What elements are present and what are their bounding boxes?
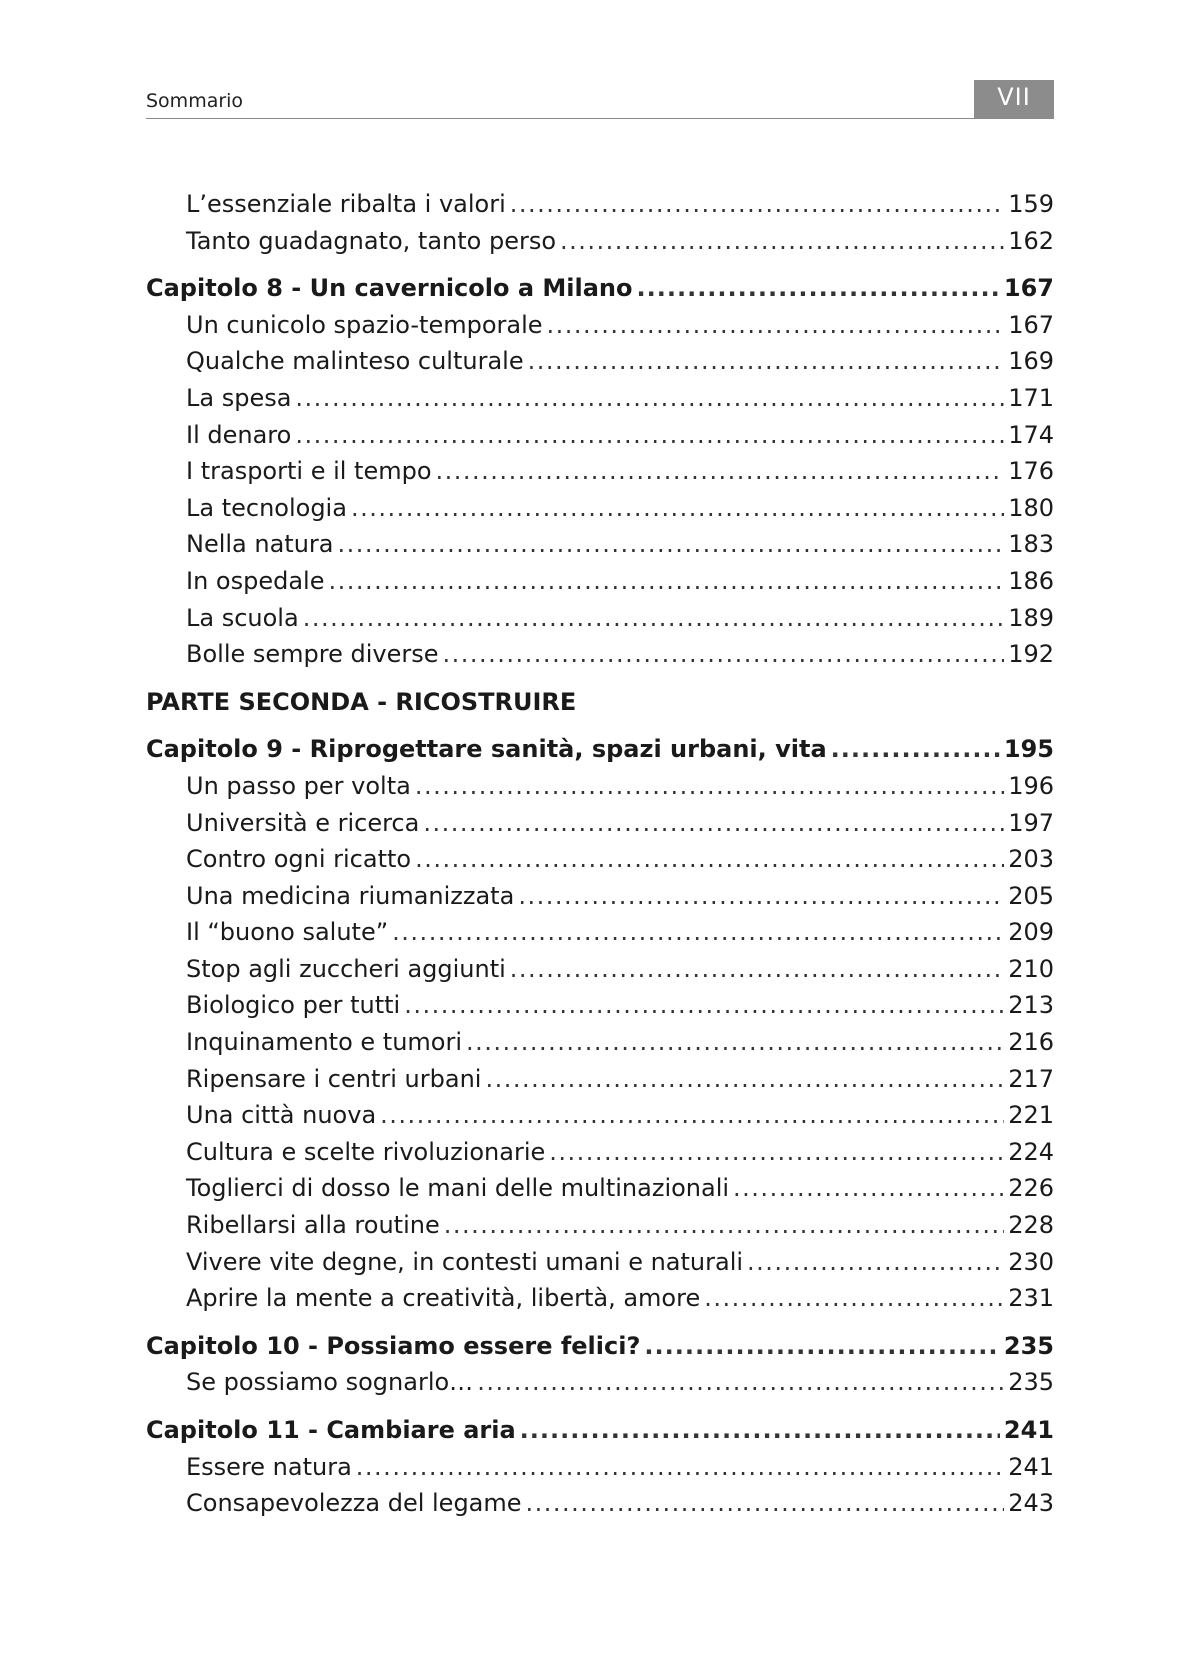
toc-entry-title: Toglierci di dosso le mani delle multinazionali — [186, 1174, 730, 1203]
leader-dots — [477, 1364, 1004, 1401]
toc-entry — [146, 951, 1054, 988]
leader-dots — [485, 1061, 1004, 1098]
leader-dots — [415, 768, 1004, 805]
toc-entry-page: 162 — [1008, 226, 1054, 255]
toc-chapter-page: 235 — [1003, 1331, 1054, 1360]
toc-chapter — [146, 270, 1054, 307]
leader-dots — [466, 1024, 1004, 1061]
toc-entry — [146, 1244, 1054, 1281]
toc-chapter-page: 195 — [1003, 735, 1054, 764]
leader-dots — [380, 1097, 1004, 1134]
toc-entry-title: Una città nuova — [186, 1101, 377, 1130]
toc-chapter-page: 241 — [1003, 1416, 1054, 1444]
toc-entry-title: La scuola — [186, 603, 299, 632]
toc-entry-page: 174 — [1008, 420, 1054, 449]
leader-dots — [328, 563, 1004, 600]
leader-dots — [415, 841, 1004, 878]
toc-entry-title: Inquinamento e tumori — [186, 1028, 463, 1057]
toc-entry — [146, 563, 1054, 600]
toc-chapter-title: Capitolo 10 - Possiamo essere felici? — [146, 1331, 641, 1360]
toc-entry-page: 180 — [1008, 493, 1054, 522]
toc-entry — [146, 636, 1054, 673]
toc-entry-title: La spesa — [186, 383, 292, 412]
toc-entry — [146, 1280, 1054, 1317]
toc-entry-title: Ripensare i centri urbani — [186, 1064, 482, 1093]
leader-dots — [295, 380, 1004, 417]
toc-entry — [146, 600, 1054, 637]
toc-entry-page: 217 — [1008, 1064, 1054, 1093]
toc-entry-title: Vivere vite degne, in contesti umani e naturali — [186, 1247, 744, 1276]
toc-entry — [146, 1449, 1054, 1486]
leader-dots — [547, 307, 1005, 344]
leader-dots — [528, 343, 1005, 380]
toc-entry-title: I trasporti e il tempo — [186, 457, 432, 486]
toc-entry — [146, 307, 1054, 344]
toc-entry-page: 192 — [1008, 640, 1054, 669]
toc-entry — [146, 343, 1054, 380]
leader-dots — [510, 186, 1004, 223]
toc-entry-page: 203 — [1008, 845, 1054, 874]
table-of-contents — [146, 186, 1054, 1522]
running-header — [146, 80, 1054, 119]
toc-entry-title: L’essenziale ribalta i valori — [186, 190, 506, 218]
toc-entry-title: Un cunicolo spazio-temporale — [186, 310, 543, 339]
toc-part-heading — [146, 684, 1054, 721]
page-number: VII — [974, 80, 1054, 118]
leader-dots — [443, 636, 1005, 673]
toc-entry — [146, 768, 1054, 805]
leader-dots — [351, 490, 1004, 527]
toc-entry-page: 210 — [1008, 954, 1054, 983]
toc-entry-title: Cultura e scelte rivoluzionarie — [186, 1137, 546, 1166]
toc-chapter-title: Capitolo 11 - Cambiare aria — [146, 1416, 516, 1444]
toc-entry-title: Biologico per tutti — [186, 991, 401, 1020]
leader-dots — [747, 1244, 1004, 1281]
toc-entry-page: 176 — [1008, 457, 1054, 486]
toc-entry-page: 216 — [1008, 1028, 1054, 1057]
toc-entry — [146, 1061, 1054, 1098]
toc-entry — [146, 1024, 1054, 1061]
toc-entry — [146, 1485, 1054, 1522]
toc-entry-title: Contro ogni ricatto — [186, 845, 412, 874]
leader-dots — [444, 1207, 1004, 1244]
toc-entry-title: Essere natura — [186, 1452, 352, 1481]
leader-dots — [704, 1280, 1004, 1317]
leader-dots — [518, 878, 1004, 915]
leader-dots — [423, 805, 1004, 842]
toc-entry-page: 230 — [1008, 1247, 1054, 1276]
toc-entry-title: Consapevolezza del legame — [186, 1489, 522, 1518]
toc-entry-page: 243 — [1008, 1489, 1054, 1518]
toc-chapter-title: Capitolo 9 - Riprogettare sanità, spazi urbani, vita — [146, 735, 827, 764]
toc-entry — [146, 987, 1054, 1024]
toc-entry-title: In ospedale — [186, 566, 325, 595]
toc-chapter-title: Capitolo 8 - Un cavernicolo a Milano — [146, 274, 633, 303]
toc-entry-title: Un passo per volta — [186, 771, 411, 800]
leader-dots — [733, 1170, 1004, 1207]
toc-entry-page: 209 — [1008, 918, 1054, 947]
toc-entry-page: 228 — [1008, 1211, 1054, 1240]
toc-entry — [146, 914, 1054, 951]
leader-dots — [356, 1449, 1004, 1486]
toc-entry-title: Aprire la mente a creatività, libertà, amore — [186, 1284, 701, 1313]
toc-part-title: PARTE SECONDA - RICOSTRUIRE — [146, 687, 577, 716]
toc-entry-page: 159 — [1008, 190, 1054, 218]
toc-chapter-page: 167 — [1003, 274, 1054, 303]
toc-entry-title: Qualche malinteso culturale — [186, 347, 524, 376]
leader-dots — [338, 526, 1005, 563]
toc-entry — [146, 1364, 1054, 1401]
toc-entry — [146, 417, 1054, 454]
toc-entry-page: 224 — [1008, 1137, 1054, 1166]
toc-entry-page: 171 — [1008, 383, 1054, 412]
toc-entry — [146, 805, 1054, 842]
toc-entry-page: 231 — [1008, 1284, 1054, 1313]
toc-entry-title: Ribellarsi alla routine — [186, 1211, 440, 1240]
toc-entry — [146, 1207, 1054, 1244]
toc-entry-title: Bolle sempre diverse — [186, 640, 439, 669]
toc-entry-page: 226 — [1008, 1174, 1054, 1203]
leader-dots — [392, 914, 1004, 951]
toc-entry-page: 189 — [1008, 603, 1054, 632]
toc-entry — [146, 1170, 1054, 1207]
toc-entry-page: 196 — [1008, 771, 1054, 800]
header-title: Sommario — [146, 90, 244, 112]
leader-dots — [436, 453, 1005, 490]
leader-dots — [404, 987, 1004, 1024]
toc-entry-page: 167 — [1008, 310, 1054, 339]
toc-entry-title: Il “buono salute” — [186, 918, 389, 947]
toc-entry — [146, 1134, 1054, 1171]
toc-chapter — [146, 1412, 1054, 1449]
toc-chapter — [146, 731, 1054, 768]
toc-entry — [146, 453, 1054, 490]
toc-entry-page: 205 — [1008, 881, 1054, 910]
leader-dots — [526, 1485, 1005, 1522]
toc-entry — [146, 186, 1054, 223]
toc-entry — [146, 490, 1054, 527]
toc-entry-page: 235 — [1008, 1368, 1054, 1397]
toc-entry-title: La tecnologia — [186, 493, 347, 522]
toc-entry — [146, 878, 1054, 915]
toc-entry-title: Università e ricerca — [186, 808, 420, 837]
toc-entry-page: 221 — [1008, 1101, 1054, 1130]
leader-dots — [549, 1134, 1004, 1171]
toc-entry — [146, 841, 1054, 878]
toc-entry-title: Tanto guadagnato, tanto perso — [186, 226, 557, 255]
toc-entry-page: 213 — [1008, 991, 1054, 1020]
toc-entry — [146, 380, 1054, 417]
toc-entry-page: 169 — [1008, 347, 1054, 376]
toc-entry-title: Nella natura — [186, 530, 334, 559]
leader-dots — [644, 1328, 1000, 1365]
toc-entry-title: Una medicina riumanizzata — [186, 881, 515, 910]
leader-dots — [831, 731, 1000, 768]
toc-entry-page: 241 — [1008, 1452, 1054, 1481]
toc-entry-title: Se possiamo sognarlo… — [186, 1368, 474, 1397]
leader-dots — [295, 417, 1004, 454]
leader-dots — [520, 1412, 1000, 1449]
leader-dots — [510, 951, 1004, 988]
toc-entry-title: Stop agli zuccheri aggiunti — [186, 954, 506, 983]
toc-chapter — [146, 1328, 1054, 1365]
leader-dots — [560, 223, 1004, 260]
toc-entry-page: 186 — [1008, 566, 1054, 595]
toc-entry-page: 197 — [1008, 808, 1054, 837]
leader-dots — [636, 270, 999, 307]
toc-entry — [146, 526, 1054, 563]
toc-entry-title: Il denaro — [186, 420, 292, 449]
toc-entry — [146, 1097, 1054, 1134]
toc-entry-page: 183 — [1008, 530, 1054, 559]
leader-dots — [303, 600, 1005, 637]
toc-entry — [146, 223, 1054, 260]
